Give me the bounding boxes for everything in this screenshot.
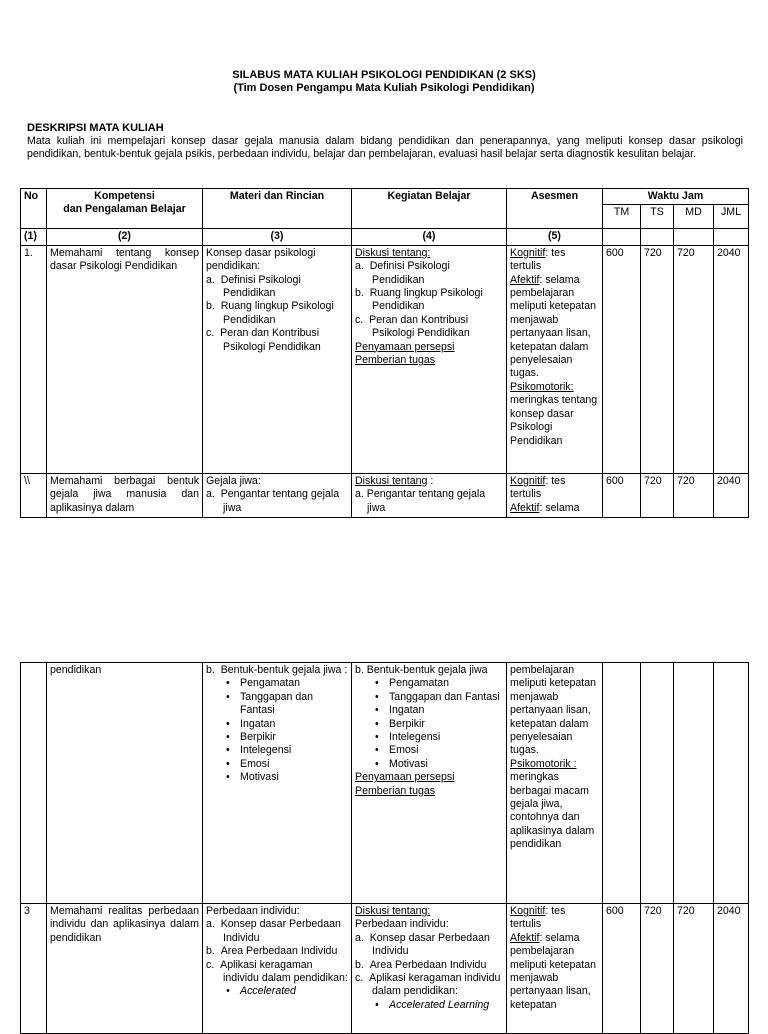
header-tm: TM — [603, 205, 641, 229]
psikomotorik-label: Psikomotorik : — [510, 757, 577, 770]
description-heading: DESKRIPSI MATA KULIAH — [27, 122, 164, 134]
row3-jml: 2040 — [714, 904, 749, 1034]
row2-materi-intro: Gejala jiwa: — [206, 474, 261, 487]
kognitif-text: : tes tertulis — [510, 246, 566, 273]
row2-cont-kegiatan-head: b. Bentuk-bentuk gejala jiwa — [355, 664, 488, 676]
list-item: • Ingatan — [375, 704, 503, 717]
list-item: • Tanggapan dan Fantasi — [375, 691, 503, 704]
row2-kegiatan — [352, 473, 507, 517]
row1-md: 720 — [674, 245, 714, 473]
header-kegiatan: Kegiatan Belajar — [352, 189, 507, 229]
row2-kegiatan-intro: Diskusi tentang — [355, 474, 428, 487]
list-item: c. Aplikasi keragaman individu dalam pendidikan: — [206, 958, 348, 985]
row1-kegiatan-tugas: Pemberian tugas — [355, 354, 436, 367]
row1-asesmen — [507, 245, 603, 473]
syllabus-table-page1 — [20, 188, 749, 518]
row3-asesmen — [507, 904, 603, 1034]
row2-jml: 2040 — [714, 473, 749, 517]
kognitif-label: Kognitif — [510, 474, 546, 487]
colnum-3: (3) — [203, 229, 352, 245]
syllabus-table-page2 — [20, 662, 749, 1034]
row2-cont-kompetensi: pendidikan — [47, 663, 203, 904]
row1-materi — [203, 245, 352, 473]
list-item: • Intelegensi — [226, 744, 348, 757]
table-row — [21, 245, 749, 473]
list-item: • Pengamatan — [226, 677, 348, 690]
row2-materi — [203, 473, 352, 517]
list-item: a. Definisi Psikologi Pendidikan — [206, 273, 301, 300]
row2-cont-persepsi: Penyamaan persepsi — [355, 771, 455, 784]
header-kompetensi — [47, 189, 203, 229]
list-item: • Intelegensi — [375, 731, 503, 744]
kognitif-label: Kognitif — [510, 905, 546, 917]
list-item: c. Aplikasi keragaman individu dalam pendidikan: — [355, 972, 501, 998]
table-row — [21, 663, 749, 904]
list-item: a. Konsep dasar Perbedaan Individu — [206, 918, 341, 944]
row1-tm: 600 — [603, 245, 641, 473]
afektif-label: Afektif — [510, 931, 540, 944]
list-item: a. Definisi Psikologi Pendidikan — [355, 260, 450, 286]
afektif-text: : selama — [539, 501, 580, 514]
row2-cont-kegiatan — [352, 663, 507, 904]
row3-tm: 600 — [603, 904, 641, 1034]
header-ts: TS — [641, 205, 674, 229]
header-waktu: Waktu Jam — [603, 189, 749, 205]
afektif-label: Afektif — [510, 273, 540, 286]
row1-kompetensi: Memahami tentang konsep dasar Psikologi Pendidikan — [47, 245, 203, 473]
psikomotorik-text: meringkas tentang konsep dasar Psikologi Pendidikan — [510, 394, 598, 447]
afektif-text: : selama pembelajaran meliputi ketepatan menjawab pertanyaan lisan, ketepatan dalam penyelesaian tugas. — [510, 273, 596, 380]
list-item: • Emosi — [375, 744, 503, 757]
row2-md: 720 — [674, 473, 714, 517]
description-text: Mata kuliah ini mempelajari konsep dasar gejala manusia dalam bidang pendidikan dan penerapannya, yang meliputi konsep dasar psikologi pendidikan, bentuk-bentuk gejala psikis, perbedaan individu, belajar dan pembelajaran, evaluasi hasil belajar serta diagnostik kesulitan belajar. — [27, 135, 743, 161]
row2-kegiatan-intro-suffix: : — [427, 474, 434, 487]
list-item: a. Pengantar tentang gejala jiwa — [355, 488, 486, 514]
list-item: • Accelerated — [226, 985, 348, 998]
row3-kompetensi-text: Memahami realitas perbedaan individu dan aplikasinya dalam pendidikan — [50, 905, 199, 944]
list-item: c. Peran dan Kontribusi Psikologi Pendidikan — [355, 313, 470, 340]
colnum-5: (5) — [507, 229, 603, 245]
kognitif-text: : tes tertulis — [510, 474, 566, 501]
row3-md: 720 — [674, 904, 714, 1034]
afektif-text: pembelajaran meliputi ketepatan menjawab pertanyaan lisan, ketepatan dalam penyelesaian tugas. — [510, 664, 596, 757]
row3-kegiatan-intro2: Perbedaan individu: — [355, 918, 449, 931]
row1-no: 1. — [21, 245, 47, 473]
list-item: b. Ruang lingkup Psikologi Pendidikan — [355, 287, 483, 313]
table-row — [21, 473, 749, 517]
list-item: • Ingatan — [226, 718, 348, 731]
row3-materi-intro: Perbedaan individu: — [206, 905, 300, 917]
row3-materi — [203, 904, 352, 1034]
kognitif-label: Kognitif — [510, 246, 546, 259]
list-item: • Berpikir — [226, 731, 348, 744]
row2-cont-asesmen — [507, 663, 603, 904]
row2-kompetensi: Memahami berbagai bentuk gejala jiwa manusia dan aplikasinya dalam — [47, 473, 203, 517]
row1-kegiatan-persepsi: Penyamaan persepsi — [355, 340, 455, 353]
afektif-label: Afektif — [510, 501, 540, 514]
row1-kegiatan — [352, 245, 507, 473]
row3-kegiatan-intro: Diskusi tentang: — [355, 905, 431, 917]
list-item: • Motivasi — [226, 771, 348, 784]
header-row — [21, 189, 749, 205]
list-item: • Berpikir — [375, 718, 503, 731]
row1-jml: 2040 — [714, 245, 749, 473]
afektif-text: : selama pembelajaran meliputi ketepatan menjawab pertanyaan lisan, ketepatan — [510, 931, 596, 1011]
header-materi: Materi dan Rincian — [203, 189, 352, 229]
header-kompetensi-line2: dan Pengalaman Belajar — [63, 203, 186, 216]
table-row — [21, 904, 749, 1034]
list-item: • Emosi — [226, 758, 348, 771]
document-title: SILABUS MATA KULIAH PSIKOLOGI PENDIDIKAN (2 SKS) — [232, 69, 536, 81]
row1-kegiatan-intro: Diskusi tentang: — [355, 246, 431, 259]
row3-no: 3 — [21, 904, 47, 1034]
row2-cont-materi-head: b. Bentuk-bentuk gejala jiwa : — [206, 664, 348, 676]
row1-materi-intro: Konsep dasar psikologi pendidikan: — [206, 246, 316, 273]
header-kompetensi-line1: Kompetensi — [94, 190, 155, 202]
list-item: • Accelerated Learning — [375, 999, 503, 1012]
row3-ts: 720 — [641, 904, 674, 1034]
psikomotorik-label: Psikomotorik: — [510, 380, 574, 393]
list-item: c. Peran dan Kontribusi Psikologi Pendidikan — [206, 327, 321, 353]
list-item: a. Konsep dasar Perbedaan Individu — [355, 931, 490, 958]
row2-ts: 720 — [641, 473, 674, 517]
list-item: b. Area Perbedaan Individu — [355, 958, 487, 971]
list-item: • Pengamatan — [375, 677, 503, 690]
header-jml: JML — [714, 205, 749, 229]
header-asesmen: Asesmen — [507, 189, 603, 229]
header-md: MD — [674, 205, 714, 229]
colnum-1: (1) — [21, 229, 47, 245]
kognitif-text: : tes tertulis — [510, 905, 566, 931]
list-item: • Motivasi — [375, 758, 503, 771]
row2-asesmen — [507, 473, 603, 517]
row2-tm: 600 — [603, 473, 641, 517]
row3-kegiatan — [352, 904, 507, 1034]
list-item: a. Pengantar tentang gejala jiwa — [206, 488, 340, 514]
row2-cont-materi — [203, 663, 352, 904]
row2-cont-tugas: Pemberian tugas — [355, 784, 436, 797]
list-item: b. Ruang lingkup Psikologi Pendidikan — [206, 300, 334, 326]
column-number-row — [21, 229, 749, 245]
document-subtitle: (Tim Dosen Pengampu Mata Kuliah Psikologi Pendidikan) — [233, 82, 535, 94]
row1-ts: 720 — [641, 245, 674, 473]
row2-no: \\ — [21, 473, 47, 517]
row3-kompetensi — [47, 904, 203, 1034]
colnum-2: (2) — [47, 229, 203, 245]
list-item: • Tanggapan dan Fantasi — [226, 691, 348, 718]
header-no: No — [21, 189, 47, 229]
psikomotorik-text: meringkas berbagai macam gejala jiwa, contohnya dan aplikasinya dalam pendidikan — [510, 771, 595, 851]
colnum-4: (4) — [352, 229, 507, 245]
list-item: b. Area Perbedaan Individu — [206, 945, 338, 958]
